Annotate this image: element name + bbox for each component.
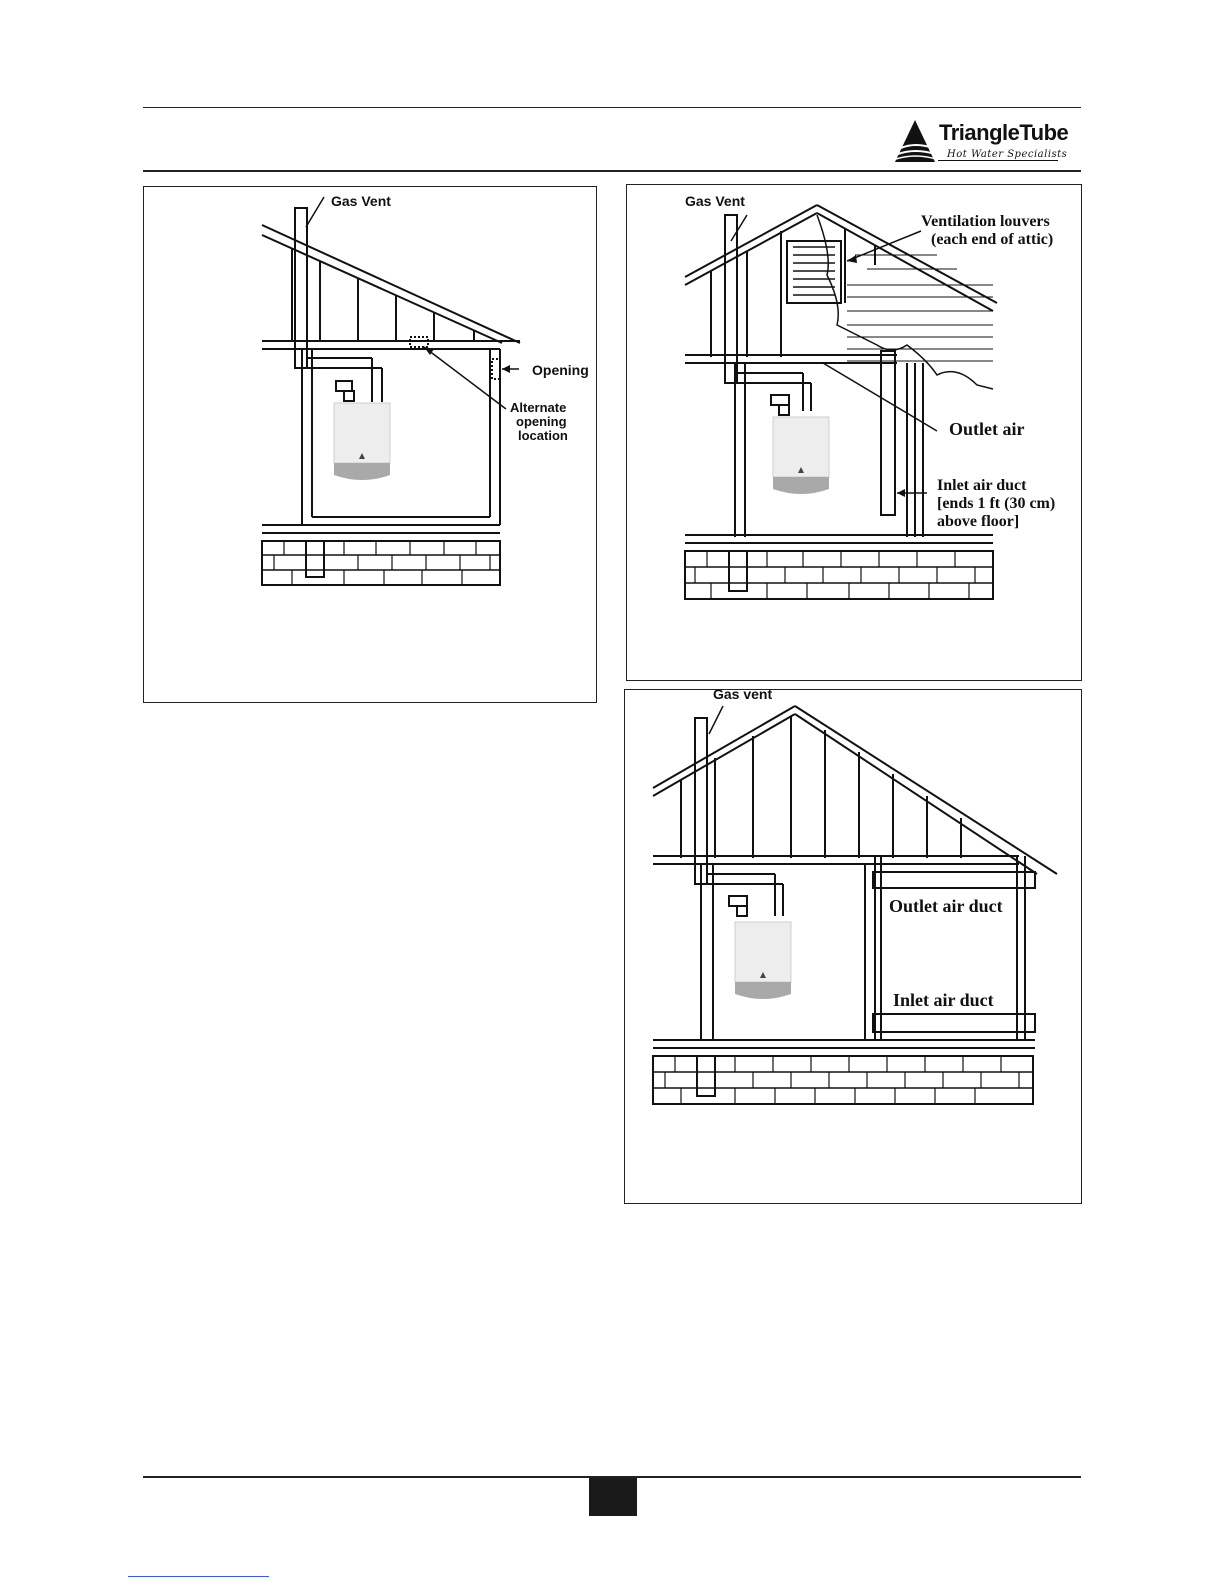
- label-gas-vent: Gas Vent: [685, 193, 745, 209]
- label-inlet-air-duct: Inlet air duct: [893, 990, 994, 1010]
- header-top-rule: [143, 107, 1081, 108]
- logo-underline: [938, 160, 1058, 161]
- water-heater-icon: [334, 403, 390, 480]
- label-gas-vent: Gas Vent: [331, 193, 391, 209]
- label-gas-vent: Gas vent: [713, 686, 773, 702]
- label-alternate-opening: opening: [516, 414, 567, 429]
- water-heater-icon: [735, 922, 791, 999]
- label-opening: Opening: [532, 362, 589, 378]
- page-number-tab: [589, 1478, 637, 1516]
- label-alternate-opening: location: [518, 428, 568, 443]
- figure-3-drawing: [625, 690, 1081, 1203]
- label-outlet-air-duct: Outlet air duct: [889, 896, 1003, 916]
- label-outlet-air: Outlet air: [949, 419, 1025, 439]
- bottom-link-underline: [128, 1576, 269, 1577]
- figure-1-panel: [143, 186, 597, 703]
- label-inlet-air-duct: Inlet air duct: [937, 477, 1027, 494]
- label-inlet-ends: [ends 1 ft (30 cm): [937, 495, 1056, 512]
- figure-2-panel: [626, 184, 1082, 681]
- label-ventilation-louvers: Ventilation louvers: [921, 213, 1050, 230]
- water-heater-icon: [773, 417, 829, 494]
- logo-tagline: Hot Water Specialists: [947, 149, 1068, 160]
- label-each-end-of-attic: (each end of attic): [931, 231, 1054, 248]
- figure-1-drawing: [144, 187, 596, 702]
- header-bottom-rule: [143, 170, 1081, 172]
- label-alternate-opening: Alternate: [510, 400, 567, 415]
- figure-3-panel: [624, 686, 1082, 1204]
- logo-wordmark: TriangleTube: [939, 120, 1069, 145]
- label-inlet-above-floor: above floor]: [937, 513, 1020, 530]
